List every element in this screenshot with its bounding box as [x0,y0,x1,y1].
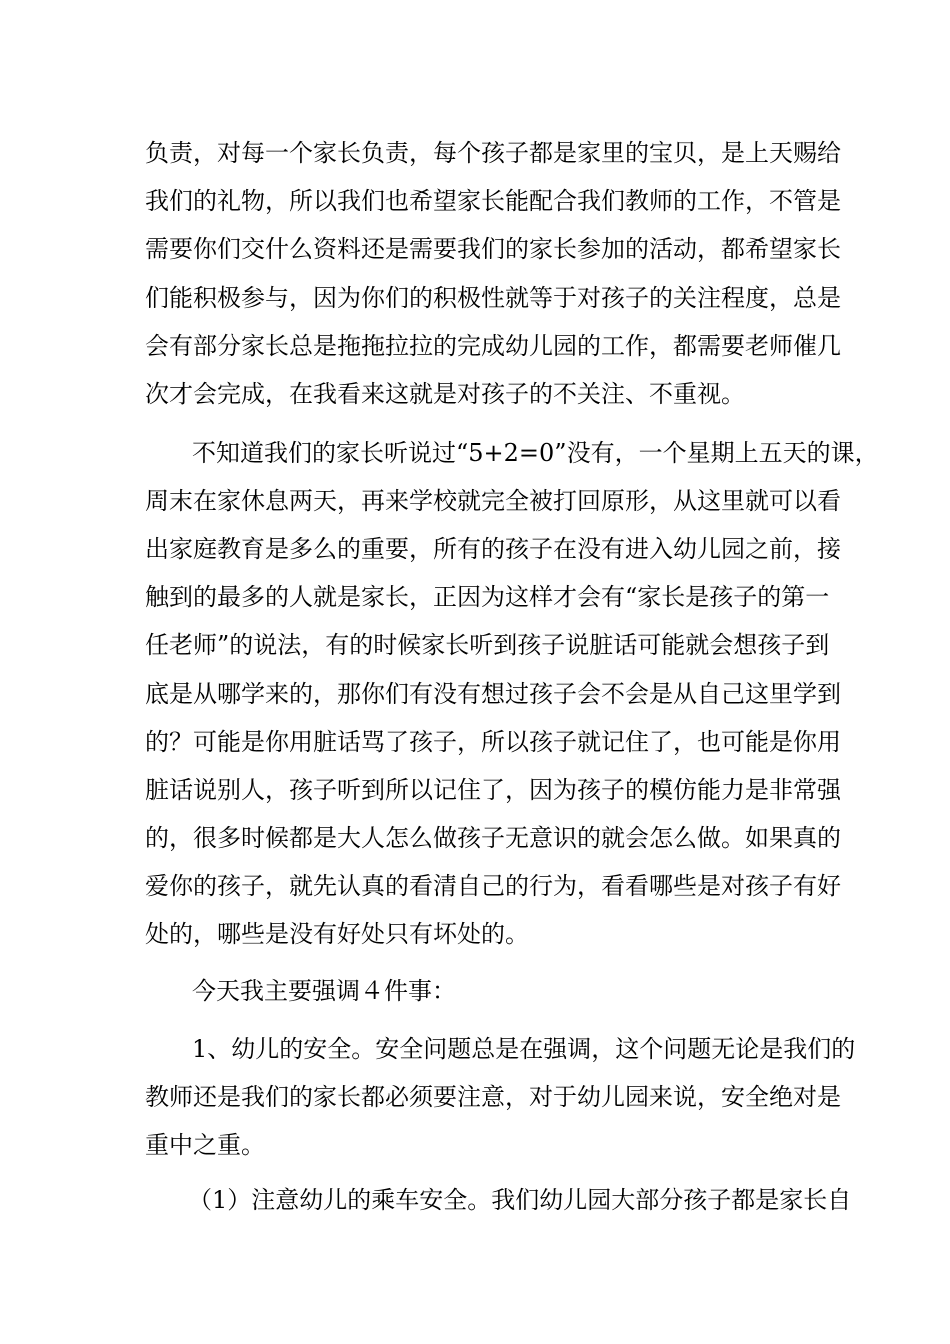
text-line: 不知道我们的家长听说过“5+2=0”没有，一个星期上五天的课， [192,439,879,467]
text-line: 今天我主要强调４件事： [192,977,456,1005]
text-line: 出家庭教育是多么的重要，所有的孩子在没有进入幼儿园之前，接 [145,535,841,563]
text-line: 任老师”的说法，有的时候家长听到孩子说脏话可能就会想孩子到 [145,631,830,659]
text-line: 爱你的孩子，就先认真的看清自己的行为，看看哪些是对孩子有好 [145,872,841,900]
text-line: 负责，对每一个家长负责，每个孩子都是家里的宝贝，是上天赐给 [145,139,841,167]
text-line: 1、幼儿的安全。安全问题总是在强调，这个问题无论是我们的 [192,1035,856,1063]
text-line: 会有部分家长总是拖拖拉拉的完成幼儿园的工作，都需要老师催几 [145,332,841,360]
text-line: 处的，哪些是没有好处只有坏处的。 [145,920,529,948]
text-line: 脏话说别人，孩子听到所以记住了，因为孩子的模仿能力是非常强 [145,776,841,804]
text-line: 我们的礼物，所以我们也希望家长能配合我们教师的工作，不管是 [145,187,841,215]
text-line: 需要你们交什么资料还是需要我们的家长参加的活动，都希望家长 [145,235,841,263]
text-line: 的？可能是你用脏话骂了孩子，所以孩子就记住了，也可能是你用 [145,728,841,756]
text-line: 们能积极参与，因为你们的积极性就等于对孩子的关注程度，总是 [145,284,841,312]
text-line: （1）注意幼儿的乘车安全。我们幼儿园大部分孩子都是家长自 [188,1186,852,1214]
text-line: 次才会完成，在我看来这就是对孩子的不关注、不重视。 [145,380,745,408]
text-line: 周末在家休息两天，再来学校就完全被打回原形，从这里就可以看 [145,487,841,515]
text-line: 底是从哪学来的，那你们有没有想过孩子会不会是从自己这里学到 [145,680,841,708]
text-line: 触到的最多的人就是家长，正因为这样才会有“家长是孩子的第一 [145,583,830,611]
text-line: 教师还是我们的家长都必须要注意，对于幼儿园来说，安全绝对是 [145,1083,841,1111]
text-line: 的，很多时候都是大人怎么做孩子无意识的就会怎么做。如果真的 [145,824,841,852]
text-line: 重中之重。 [145,1131,265,1159]
